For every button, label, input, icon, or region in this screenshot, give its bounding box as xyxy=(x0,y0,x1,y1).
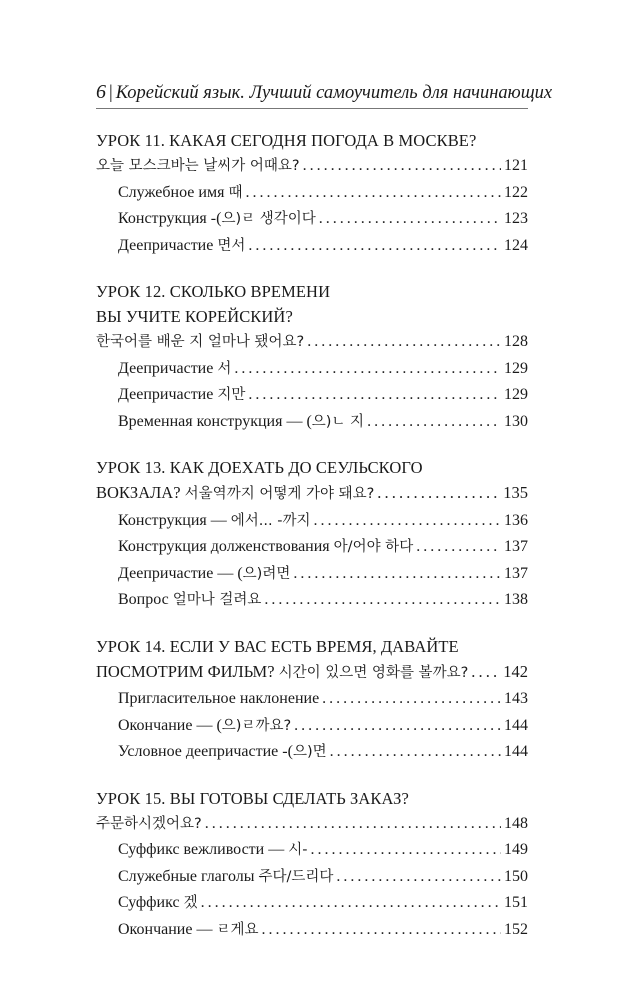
entry-page: 138 xyxy=(504,591,528,608)
toc-subentry[interactable] xyxy=(96,180,528,207)
entry-page: 142 xyxy=(503,661,528,681)
toc-subentry[interactable] xyxy=(96,917,528,944)
entry-korean: 으)ㄴ 지 xyxy=(311,413,365,430)
entry-korean: 오늘 모스크바는 날씨가 어때요? xyxy=(96,158,300,174)
lesson-title: УРОК 11. КАКАЯ СЕГОДНЯ ПОГОДА В МОСКВЕ? xyxy=(96,131,477,150)
leader-dots xyxy=(322,686,501,712)
entry-korean: 지만 xyxy=(217,387,246,403)
entry-page: 129 xyxy=(504,386,528,403)
toc-subentry[interactable] xyxy=(96,382,528,409)
entry-russian: Конструкция -( xyxy=(118,210,222,227)
toc-subentry[interactable] xyxy=(96,233,528,260)
toc-subentry[interactable] xyxy=(96,890,528,917)
leader-dots xyxy=(471,659,500,685)
running-head xyxy=(96,80,553,105)
entry-page: 124 xyxy=(504,236,528,254)
entry-page: 121 xyxy=(504,157,528,174)
toc-subentry[interactable] xyxy=(96,837,528,864)
lesson-title: УРОК 12. СКОЛЬКО ВРЕМЕНИ xyxy=(96,282,331,301)
entry-korean: 면서 xyxy=(217,237,246,254)
lesson-12 xyxy=(96,279,528,435)
entry-page: 135 xyxy=(503,483,528,502)
entry-russian: Суффикс вежливости — xyxy=(118,841,289,858)
book-title: Корейский язык. Лучший самоучитель для начинающих xyxy=(115,83,553,103)
entry-korean: 겠 xyxy=(183,895,198,911)
entry-page: 143 xyxy=(504,690,528,707)
entry-korean: ㄹ게요 xyxy=(216,921,259,938)
toc-subentry[interactable] xyxy=(96,508,528,535)
toc-subentry[interactable] xyxy=(96,713,528,740)
entry-russian: Вопрос xyxy=(118,591,173,608)
entry-russian: ПОСМОТРИМ ФИЛЬМ? xyxy=(96,661,279,681)
entry-page: 129 xyxy=(504,359,528,377)
toc-subentry[interactable] xyxy=(96,739,528,766)
entry-russian: Условное деепричастие -( xyxy=(118,743,293,760)
header-separator: | xyxy=(109,83,113,103)
entry-russian: Деепричастие — ( xyxy=(118,564,243,582)
entry-korean: 서 xyxy=(217,360,232,377)
entry-page: 148 xyxy=(504,814,528,832)
lesson-title-line-2: ВЫ УЧИТЕ КОРЕЙСКИЙ? xyxy=(96,307,293,326)
entry-korean: 주문하시겠어요? xyxy=(96,815,202,832)
leader-dots xyxy=(205,811,501,837)
entry-russian: Временная конструкция — ( xyxy=(118,412,312,430)
entry-page: 137 xyxy=(504,564,528,582)
leader-dots xyxy=(261,917,501,943)
toc-entry[interactable] xyxy=(96,480,528,508)
entry-page: 130 xyxy=(504,412,528,430)
leader-dots xyxy=(303,153,501,179)
toc-entry[interactable] xyxy=(96,329,528,356)
leader-dots xyxy=(201,890,501,916)
entry-korean: 으)ㄹ까요? xyxy=(221,717,292,734)
entry-korean: 한국어를 배운 지 얼마나 됐어요? xyxy=(96,334,305,350)
entry-russian: Служебные глаголы xyxy=(118,867,259,885)
entry-page: 152 xyxy=(504,920,528,938)
lesson-title: УРОК 14. ЕСЛИ У ВАС ЕСТЬ ВРЕМЯ, ДАВАЙТЕ xyxy=(96,636,459,656)
table-of-contents xyxy=(96,128,528,963)
entry-korean: 으)ㄹ 생각이다 xyxy=(221,211,316,227)
entry-page: 144 xyxy=(504,716,528,734)
entry-korean: 아/어야 하다 xyxy=(333,539,414,555)
leader-dots xyxy=(248,382,501,408)
leader-dots xyxy=(377,480,500,506)
toc-entry[interactable] xyxy=(96,659,528,687)
entry-page: 149 xyxy=(504,841,528,858)
entry-russian: Деепричастие xyxy=(118,386,218,403)
toc-subentry[interactable] xyxy=(96,561,528,588)
toc-subentry[interactable] xyxy=(96,206,528,233)
lesson-title: УРОК 15. ВЫ ГОТОВЫ СДЕЛАТЬ ЗАКАЗ? xyxy=(96,788,409,808)
entry-korean: 주다/드리다 xyxy=(258,868,334,885)
toc-subentry[interactable] xyxy=(96,686,528,713)
toc-entry[interactable] xyxy=(96,811,528,838)
entry-russian: Служебное имя xyxy=(118,183,229,201)
entry-korean: 으)면 xyxy=(292,744,327,760)
leader-dots xyxy=(416,534,501,560)
entry-page: 137 xyxy=(504,538,528,555)
leader-dots xyxy=(313,508,501,534)
leader-dots xyxy=(293,561,501,587)
entry-korean: 얼마나 걸려요 xyxy=(172,592,262,608)
entry-russian: Конструкция — xyxy=(118,511,231,529)
entry-russian: Суффикс xyxy=(118,894,184,911)
entry-page: 151 xyxy=(504,894,528,911)
header-rule xyxy=(96,108,528,109)
entry-page: 123 xyxy=(504,210,528,227)
leader-dots xyxy=(307,329,501,355)
entry-russian: Деепричастие xyxy=(118,359,218,377)
entry-korean: 서울역까지 어떻게 가야 돼요? xyxy=(184,486,375,502)
leader-dots xyxy=(310,837,501,863)
entry-russian: Конструкция долженствования xyxy=(118,538,334,555)
entry-page: 128 xyxy=(504,333,528,350)
leader-dots xyxy=(330,739,501,765)
leader-dots xyxy=(336,864,501,890)
entry-russian: Пригласительное наклонение xyxy=(118,690,320,707)
entry-korean: 시간이 있으면 영화를 볼까요? xyxy=(278,664,469,681)
toc-subentry[interactable] xyxy=(96,864,528,891)
toc-subentry[interactable] xyxy=(96,587,528,614)
leader-dots xyxy=(248,233,501,259)
page-number: 6 xyxy=(96,81,106,103)
entry-page: 136 xyxy=(504,511,528,529)
entry-russian: Деепричастие xyxy=(118,236,218,254)
entry-korean: 에서... -까지 xyxy=(230,512,311,529)
toc-subentry[interactable] xyxy=(96,409,528,436)
entry-page: 144 xyxy=(504,743,528,760)
toc-subentry[interactable] xyxy=(96,356,528,383)
entry-russian: Окончание — ( xyxy=(118,716,222,734)
entry-korean: 때 xyxy=(228,184,243,201)
lesson-11 xyxy=(96,128,528,259)
leader-dots xyxy=(234,356,501,382)
toc-entry[interactable] xyxy=(96,153,528,180)
entry-korean: 시- xyxy=(288,842,308,858)
lesson-title: УРОК 13. КАК ДОЕХАТЬ ДО СЕУЛЬСКОГО xyxy=(96,458,423,477)
entry-korean: 으)려면 xyxy=(242,565,291,582)
lesson-13 xyxy=(96,455,528,614)
toc-subentry[interactable] xyxy=(96,534,528,561)
lesson-14 xyxy=(96,634,528,766)
leader-dots xyxy=(245,180,501,206)
leader-dots xyxy=(367,409,501,435)
entry-russian: ВОКЗАЛА? xyxy=(96,483,185,502)
leader-dots xyxy=(319,206,501,232)
entry-russian: Окончание — xyxy=(118,920,217,938)
entry-page: 150 xyxy=(504,867,528,885)
entry-page: 122 xyxy=(504,183,528,201)
leader-dots xyxy=(294,713,501,739)
lesson-15 xyxy=(96,786,528,944)
leader-dots xyxy=(264,587,501,613)
